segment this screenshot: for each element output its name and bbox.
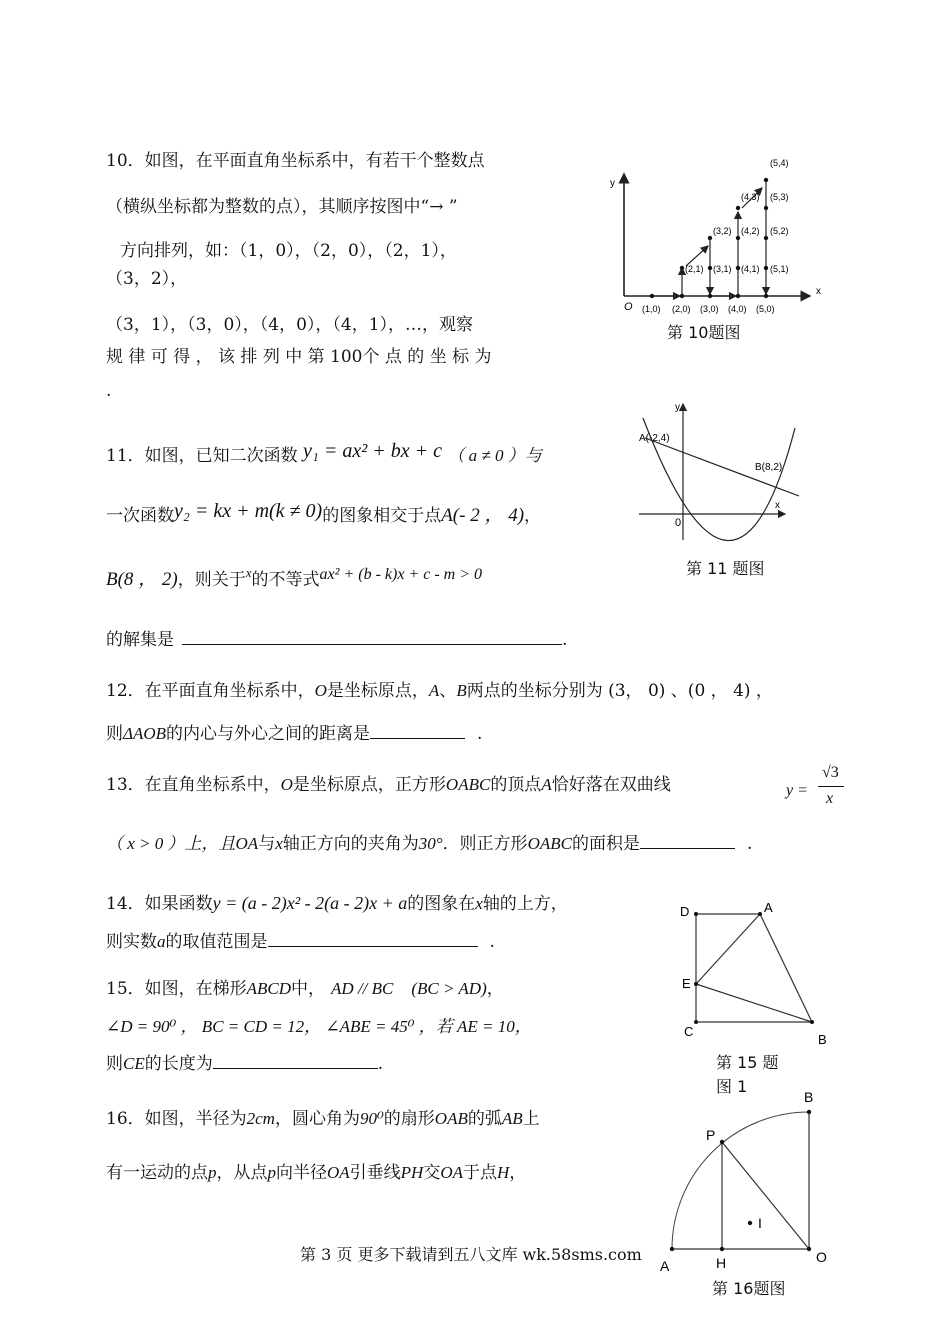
q14-function: y = (a - 2)x² - 2(a - 2)x + a <box>212 893 408 913</box>
q11-inequality: ax² + (b - k)x + c - m > 0 <box>319 566 483 583</box>
q10-fig-y-label: y <box>610 178 615 189</box>
q15-figure <box>676 896 836 1046</box>
q11-line1: 11．如图，已知二次函数 y₁ = ax² + bx + c （ a ≠ 0 ）与 <box>106 440 542 466</box>
q16-fig-label-o: O <box>816 1249 827 1265</box>
q10-xtick-1: (1,0) <box>642 304 661 314</box>
q11-point-b: B(8 ， 2) <box>106 569 178 590</box>
q10-line1: 10．如图，在平面直角坐标系中，有若干个整数点 <box>106 151 485 171</box>
q15-answer-blank[interactable] <box>213 1052 378 1069</box>
q10-xtick-5: (5,0) <box>756 304 775 314</box>
q10-pt-5-1: (5,1) <box>770 264 789 274</box>
q10-line5: （3，1），（3，0），（4，0），（4，1），…，观察 <box>106 315 474 335</box>
q11-fig-x-label: x <box>775 500 780 511</box>
q14-answer-blank[interactable] <box>268 930 478 947</box>
q10-pt-2-1: (2,1) <box>685 264 704 274</box>
q12-answer-blank[interactable] <box>370 722 465 739</box>
q11-func2: y₂ = kx + m(k ≠ 0) <box>174 500 323 522</box>
q11-fig-origin: 0 <box>675 517 682 529</box>
q16-fig-label-p: P <box>706 1127 716 1143</box>
q10-xtick-2: (2,0) <box>672 304 691 314</box>
q12-line2: 则ΔAOB的内心与外心之间的距离是 . <box>106 724 483 744</box>
q15-line2: ∠D = 90⁰ ， BC = CD = 12， ∠ABE = 45⁰ ，若 AE = 10， <box>106 1017 532 1036</box>
q10-fig-origin: O <box>624 301 633 313</box>
q16-fig-label-i: I <box>758 1215 762 1231</box>
q16-fig-label-a: A <box>660 1258 670 1274</box>
q13-line2: （ x > 0 ）上，且OA与x轴正方向的夹角为30°．则正方形OABC的面积是 . <box>106 834 753 854</box>
q11-fig-label-a: A(-2,4) <box>639 433 670 444</box>
q16-line2: 有一运动的点p，从点p向半径OA引垂线PH交OA于点H， <box>106 1163 527 1183</box>
q16-fig-caption: 第 16题图 <box>712 1279 786 1298</box>
q15-fig-caption-1: 第 15 题 <box>716 1053 779 1072</box>
q10-pt-4-2: (4,2) <box>741 226 760 236</box>
q10-pt-4-1: (4,1) <box>741 264 760 274</box>
q10-line2: （横纵坐标都为整数的点），其顺序按图中“→ ” <box>106 197 458 217</box>
q14-line1: 14．如果函数y = (a - 2)x² - 2(a - 2)x + a的图象在x轴的上方， <box>106 893 568 914</box>
q16-figure <box>650 1086 840 1281</box>
q11-fig-label-b: B(8,2) <box>755 462 783 473</box>
q10-line6: 规 律 可 得 ， 该 排 列 中 第 100个 点 的 坐 标 为 <box>106 347 492 367</box>
q10-xtick-4: (4,0) <box>728 304 747 314</box>
q10-pt-5-2: (5,2) <box>770 226 789 236</box>
q10-fig-caption: 第 10题图 <box>667 323 741 342</box>
q15-line1: 15．如图，在梯形ABCD中， AD // BC (BC > AD)， <box>106 979 504 999</box>
q15-fig-label-d: D <box>680 904 690 919</box>
q10-pt-5-4: (5,4) <box>770 158 789 168</box>
q11-line3: B(8 ， 2)，则关于$^x$的不等式ax² + (b - k)x + c - m > 0 <box>106 565 483 590</box>
q15-fig-caption-2: 图 1 <box>716 1077 748 1096</box>
q11-cond1: （ a ≠ 0 ）与 <box>447 446 542 465</box>
q10-line7: . <box>106 381 112 401</box>
q16-line1: 16．如图，半径为2cm，圆心角为90⁰的扇形OAB的弧AB上 <box>106 1109 540 1129</box>
q10-pt-3-2: (3,2) <box>713 226 732 236</box>
q15-line3: 则CE的长度为 . <box>106 1054 384 1074</box>
q10-line4: （3，2）， <box>106 269 188 289</box>
q11-func1: y₁ = ax² + bx + c <box>303 440 442 462</box>
q15-fig-label-b: B <box>818 1032 827 1046</box>
q11-fig-y-label: y <box>675 402 680 413</box>
q11-line4: 的解集是 . <box>106 630 568 650</box>
q15-fig-label-c: C <box>684 1024 694 1039</box>
q13-answer-blank[interactable] <box>640 832 735 849</box>
page-footer: 第 3 页 更多下载请到五八文库 wk.58sms.com <box>300 1245 642 1264</box>
q11-figure <box>635 398 805 553</box>
q15-fig-label-a: A <box>764 900 773 915</box>
q13-line1: 13．在直角坐标系中，O是坐标原点，正方形OABC的顶点A恰好落在双曲线 <box>106 775 671 795</box>
q10-pt-4-3: (4,3) <box>741 192 760 202</box>
q10-line3: 方向排列，如：（1，0），（2，0），（2，1）， <box>120 241 457 261</box>
q16-fig-label-b: B <box>804 1089 814 1105</box>
q11-point-a: A(- 2 ， 4) <box>441 505 525 526</box>
q11-line2: 一次函数y₂ = kx + m(k ≠ 0)的图象相交于点A(- 2 ， 4)， <box>106 500 542 526</box>
q11-answer-blank[interactable] <box>182 628 562 645</box>
q10-figure <box>600 150 845 320</box>
q16-fig-label-h: H <box>716 1255 727 1271</box>
q10-pt-5-3: (5,3) <box>770 192 789 202</box>
q12-line1: 12．在平面直角坐标系中，O是坐标原点，A、B两点的坐标分别为 (3， 0) 、(0 ， 4) ， <box>106 681 773 701</box>
q10-xtick-3: (3,0) <box>700 304 719 314</box>
q14-line2: 则实数a的取值范围是 . <box>106 932 495 952</box>
q10-pt-3-1: (3,1) <box>713 264 732 274</box>
q11-fig-caption: 第 11 题图 <box>686 559 765 578</box>
q10-fig-x-label: x <box>816 286 821 297</box>
q15-fig-label-e: E <box>682 976 691 991</box>
